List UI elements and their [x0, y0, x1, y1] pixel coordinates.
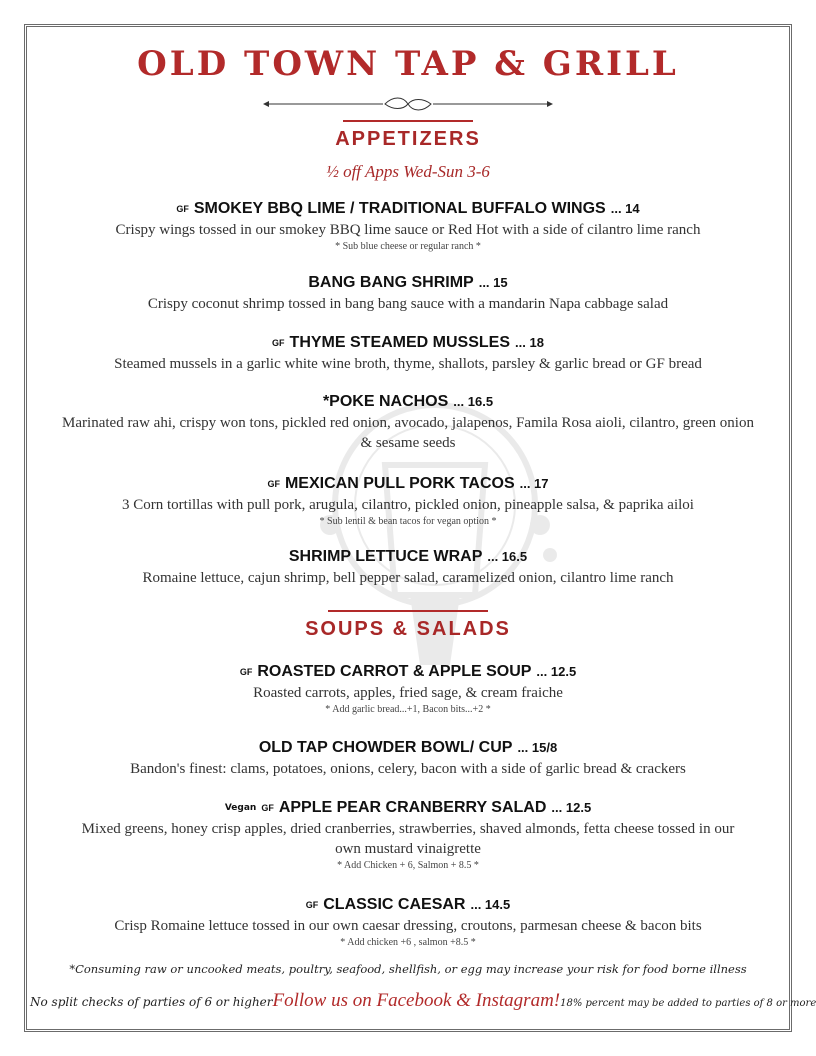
menu-item — [40, 546, 776, 588]
gluten-free-badge: GF — [239, 667, 253, 677]
item-price: ... 15 — [478, 275, 508, 290]
vegan-icon: Vegan — [224, 803, 257, 813]
item-price: ... 17 — [519, 476, 549, 491]
menu-item — [40, 893, 776, 950]
item-note: * Add garlic bread...+1, Bacon bits...+2 * — [325, 704, 491, 715]
footer — [30, 990, 816, 1012]
gratuity-policy: 18% percent may be added to parties of 8 or more — [560, 998, 816, 1009]
item-description: Crisp Romaine lettuce tossed in our own caesar dressing, croutons, parmesan cheese & bacon bits — [114, 918, 702, 934]
gluten-free-badge: GF — [267, 479, 280, 489]
menu-item — [40, 197, 776, 254]
appetizers-header — [0, 120, 816, 151]
menu-item — [40, 660, 776, 717]
item-name: OLD TAP CHOWDER BOWL/ CUP — [258, 739, 513, 756]
social-media-callout: Follow us on Facebook & Instagram! — [272, 990, 561, 1011]
gluten-free-badge: GF — [305, 900, 319, 910]
happy-hour-special: ½ off Apps Wed-Sun 3-6 — [326, 162, 490, 181]
item-name: BANG BANG SHRIMP — [308, 274, 474, 291]
item-name: CLASSIC CAESAR — [323, 896, 466, 913]
item-note: * Add chicken +6 , salmon +8.5 * — [340, 937, 476, 948]
item-price: ... 16.5 — [453, 394, 494, 409]
gluten-free-badge: GF — [176, 204, 189, 214]
item-name: ROASTED CARROT & APPLE SOUP — [257, 663, 532, 680]
item-price: ... 14 — [610, 201, 640, 216]
menu-item — [40, 272, 776, 314]
menu-item — [40, 331, 776, 374]
item-description: Romaine lettuce, cajun shrimp, bell pepper salad, caramelized onion, cilantro lime ranch — [142, 570, 674, 586]
item-description: Crispy coconut shrimp tossed in bang bang sauce with a mandarin Napa cabbage salad — [147, 296, 669, 312]
item-description: Roasted carrots, apples, fried sage, & cream fraiche — [253, 685, 563, 701]
soups-salads-header — [0, 610, 816, 641]
item-description: Steamed mussels in a garlic white wine broth, thyme, shallots, parsley & garlic bread or GF bread — [114, 356, 702, 372]
item-description: 3 Corn tortillas with pull pork, arugula, cilantro, pickled onion, pineapple salsa, & paprika ailoi — [122, 497, 694, 513]
item-price: ... 18 — [515, 335, 544, 350]
flourish-ornament — [263, 96, 553, 112]
item-name: MEXICAN PULL PORK TACOS — [284, 475, 515, 492]
split-check-policy: No split checks of parties of 6 or higher — [30, 995, 273, 1009]
item-name: APPLE PEAR CRANBERRY SALAD — [278, 799, 547, 816]
menu-item — [40, 391, 776, 453]
item-note: * Sub blue cheese or regular ranch * — [335, 241, 481, 252]
menu-item — [40, 737, 776, 779]
gluten-free-badge: GF — [261, 803, 274, 813]
item-name: THYME STEAMED MUSSLES — [289, 334, 511, 351]
item-note: * Sub lentil & bean tacos for vegan option * — [319, 516, 497, 527]
item-name: *POKE NACHOS — [322, 393, 449, 410]
item-name: SMOKEY BBQ LIME / TRADITIONAL BUFFALO WINGS — [193, 200, 606, 217]
food-safety-disclaimer: *Consuming raw or uncooked meats, poultry, seafood, shellfish, or egg may increase your risk for food borne illness — [69, 962, 747, 976]
item-description: Marinated raw ahi, crispy won tons, pickled red onion, avocado, jalapenos, Famila Rosa aioli, cilantro, green onion & sesame seeds — [62, 415, 754, 451]
item-price: ... 15/8 — [517, 740, 558, 755]
gluten-free-badge: GF — [272, 338, 285, 348]
menu-item — [40, 472, 776, 529]
section-title: APPETIZERS — [335, 128, 481, 150]
item-name: SHRIMP LETTUCE WRAP — [288, 548, 483, 565]
item-price: ... 16.5 — [487, 549, 528, 564]
item-description: Bandon's finest: clams, potatoes, onions, celery, bacon with a side of garlic bread & crackers — [130, 761, 686, 777]
menu-item — [40, 795, 776, 873]
item-price: ... 14.5 — [470, 897, 511, 912]
item-description: Mixed greens, honey crisp apples, dried cranberries, strawberries, shaved almonds, fetta cheese tossed in our own mustard vinaigrette — [81, 821, 735, 857]
section-divider — [328, 610, 488, 612]
item-description: Crispy wings tossed in our smokey BBQ lime sauce or Red Hot with a side of cilantro lime ranch — [115, 222, 701, 238]
item-note: * Add Chicken + 6, Salmon + 8.5 * — [337, 860, 479, 871]
item-price: ... 12.5 — [536, 664, 577, 679]
section-title: SOUPS & SALADS — [305, 618, 511, 640]
item-price: ... 12.5 — [551, 800, 592, 815]
restaurant-title: OLD TOWN TAP & GRILL — [137, 44, 679, 84]
section-divider — [343, 120, 473, 122]
